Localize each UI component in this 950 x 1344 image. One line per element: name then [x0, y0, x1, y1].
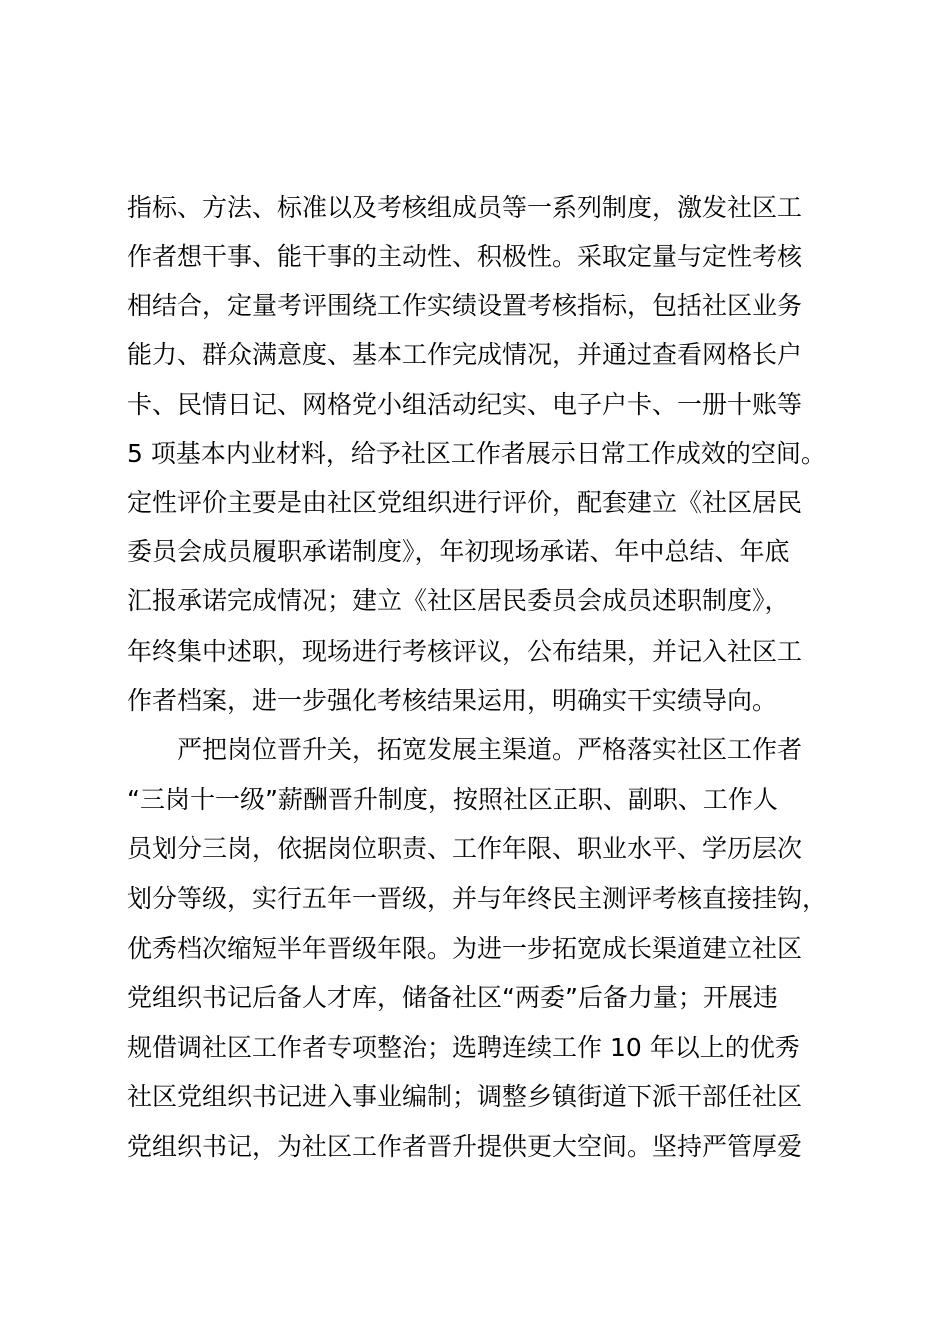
- body-text-line: 规借调社区工作者专项整治；选聘连续工作 10 年以上的优秀: [127, 1033, 800, 1062]
- body-text-line: 指标、方法、标准以及考核组成员等一系列制度，激发社区工: [127, 193, 803, 222]
- body-text-line: 能力、群众满意度、基本工作完成情况，并通过查看网格长户: [127, 340, 803, 369]
- body-text-line: 5 项基本内业材料，给予社区工作者展示日常工作成效的空间。: [127, 439, 826, 468]
- body-text-line: 年终集中述职，现场进行考核评议，公布结果，并记入社区工: [127, 637, 803, 666]
- body-text-line: 员划分三岗，依据岗位职责、工作年限、职业水平、学历层次: [127, 834, 803, 863]
- body-text-line: 汇报承诺完成情况；建立《社区居民委员会成员述职制度》，: [127, 586, 790, 615]
- paragraph-first-line: 严把岗位晋升关，拓宽发展主渠道。严格落实社区工作者: [177, 735, 803, 764]
- body-text-line: 定性评价主要是由社区党组织进行评价，配套建立《社区居民: [127, 488, 803, 517]
- body-text-line: “三岗十一级”薪酬晋升制度，按照社区正职、副职、工作人: [127, 785, 778, 814]
- body-text-line: 社区党组织书记进入事业编制；调整乡镇街道下派干部任社区: [127, 1082, 803, 1111]
- body-text-line: 委员会成员履职承诺制度》，年初现场承诺、年中总结、年底: [127, 537, 790, 566]
- body-text-line: 党组织书记，为社区工作者晋升提供更大空间。坚持严管厚爱: [127, 1132, 803, 1161]
- body-text-line: 作者想干事、能干事的主动性、积极性。采取定量与定性考核: [127, 242, 803, 271]
- body-text-line: 卡、民情日记、网格党小组活动纪实、电子户卡、一册十账等: [127, 390, 803, 419]
- body-text-line: 党组织书记后备人才库，储备社区“两委”后备力量；开展违: [127, 983, 778, 1012]
- body-text-line: 相结合，定量考评围绕工作实绩设置考核指标，包括社区业务: [127, 291, 803, 320]
- body-text-line: 划分等级，实行五年一晋级，并与年终民主测评考核直接挂钩，: [127, 884, 828, 913]
- body-text-line: 优秀档次缩短半年晋级年限。为进一步拓宽成长渠道建立社区: [127, 934, 803, 963]
- body-text-line: 作者档案，进一步强化考核结果运用，明确实干实绩导向。: [127, 686, 778, 715]
